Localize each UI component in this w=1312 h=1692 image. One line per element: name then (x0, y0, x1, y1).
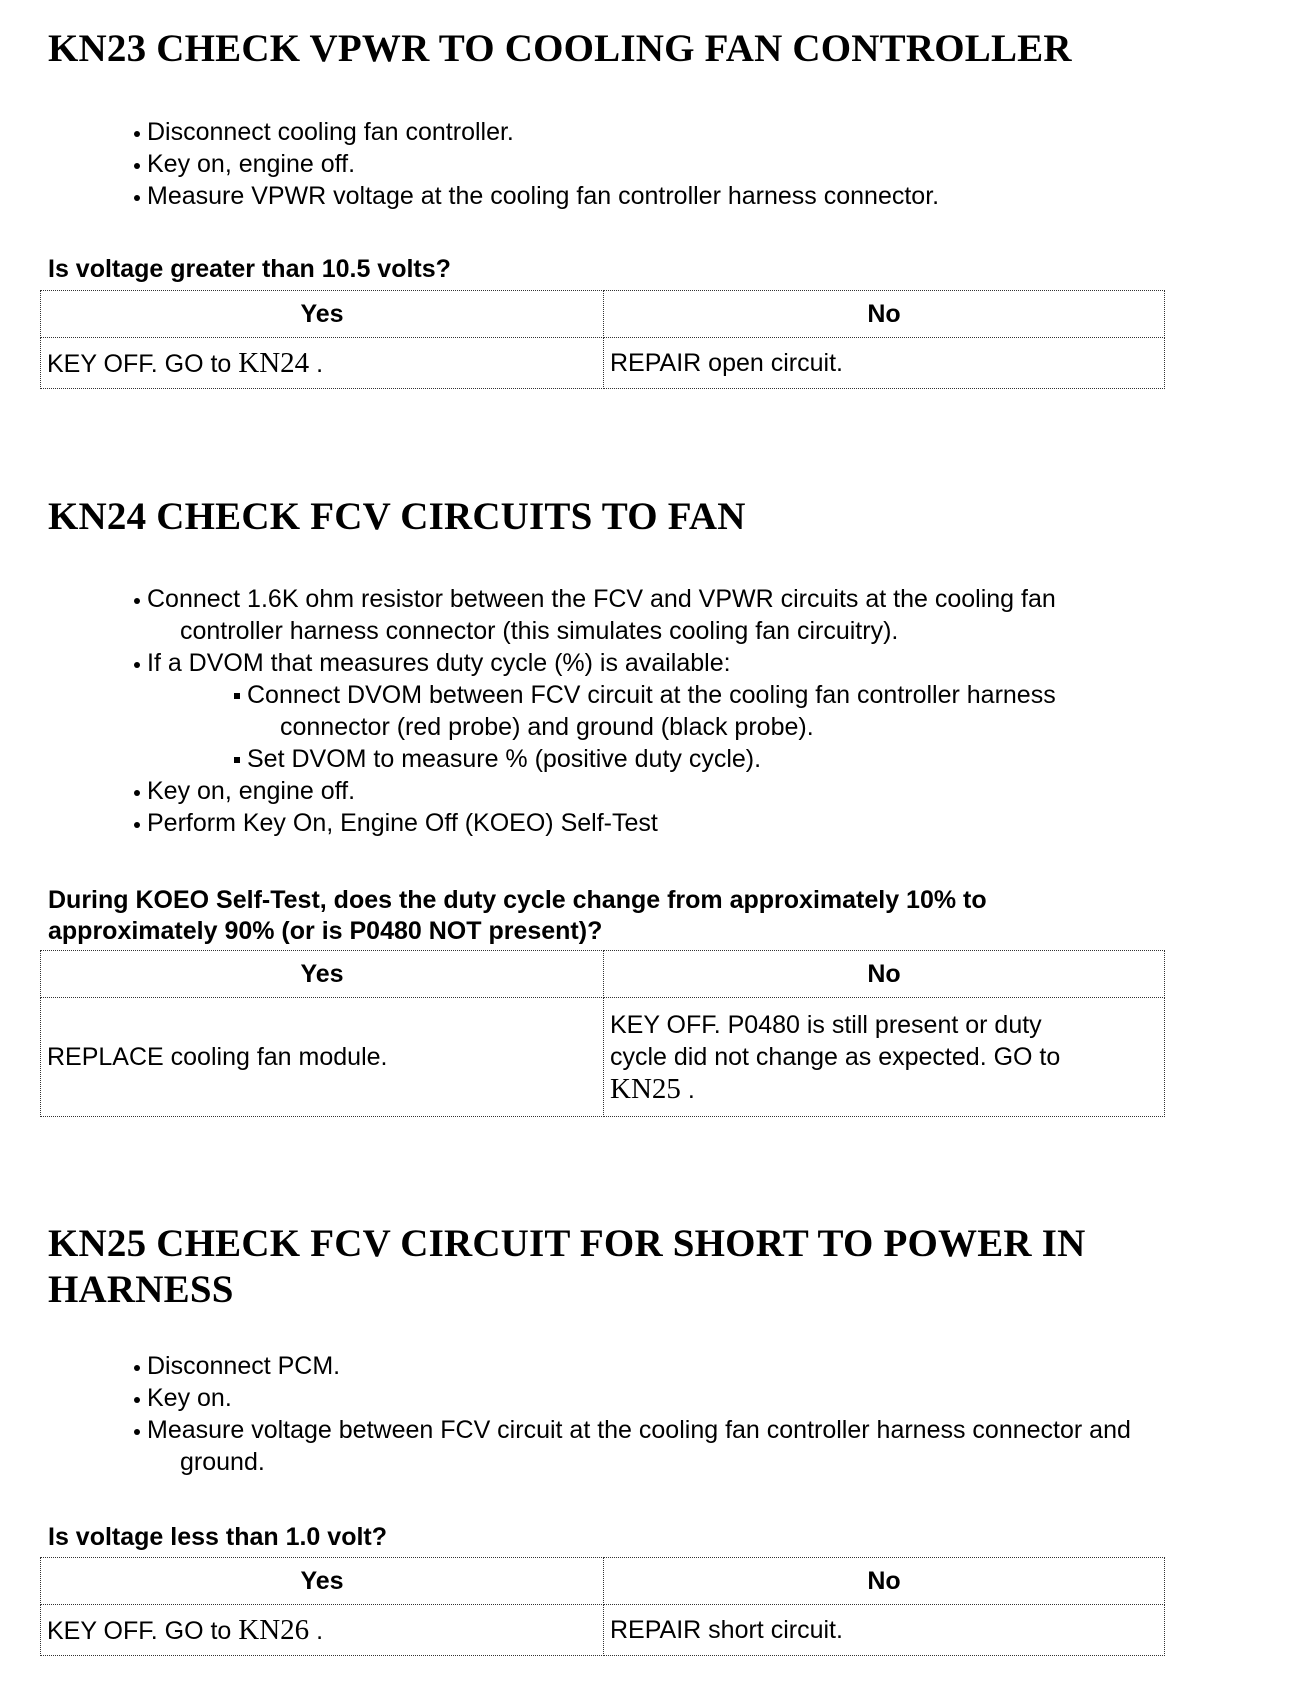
yes-cell (41, 1605, 604, 1656)
step-title: KN24 CHECK FCV CIRCUITS TO FAN (48, 495, 746, 538)
table-header-row (41, 1558, 1165, 1605)
no-cell (604, 998, 1165, 1117)
no-text-line: cycle did not change as expected. GO to (610, 1042, 1061, 1071)
list-item: Key on. (133, 1382, 1273, 1414)
sub-item-continuation: connector (red probe) and ground (black probe). (280, 713, 814, 741)
yes-end: . (316, 349, 324, 378)
sub-item-text: Connect DVOM between FCV circuit at the cooling fan controller harness (247, 681, 1056, 709)
list-item: Perform Key On, Engine Off (KOEO) Self-Test (133, 807, 1273, 839)
list-item (133, 647, 1273, 775)
step-link-kn24[interactable]: KN24 (238, 346, 310, 379)
table-row (41, 998, 1165, 1117)
yes-header: Yes (41, 291, 604, 338)
table-row (41, 338, 1165, 389)
step-link-kn25[interactable]: KN25 (610, 1072, 681, 1105)
question: Is voltage less than 1.0 volt? (48, 1523, 388, 1551)
step-link-kn26[interactable]: KN26 (238, 1613, 310, 1646)
list-item-continuation: ground. (180, 1448, 265, 1476)
list-item (133, 1414, 1273, 1478)
no-header: No (604, 291, 1165, 338)
list-item: Key on, engine off. (133, 148, 1273, 180)
yes-header: Yes (41, 951, 604, 998)
list-item (133, 583, 1273, 647)
list-item-text: If a DVOM that measures duty cycle (%) is available: (147, 649, 731, 677)
yes-header: Yes (41, 1558, 604, 1605)
no-cell: REPAIR short circuit. (604, 1605, 1165, 1656)
no-text-line: KEY OFF. P0480 is still present or duty (610, 1010, 1042, 1039)
list-item: Disconnect PCM. (133, 1350, 1273, 1382)
no-header: No (604, 951, 1165, 998)
table-header-row (41, 951, 1165, 998)
list-item-text: Measure voltage between FCV circuit at the cooling fan controller harness connector and (147, 1416, 1131, 1444)
list-item: Measure VPWR voltage at the cooling fan controller harness connector. (133, 180, 1273, 212)
question: Is voltage greater than 10.5 volts? (48, 255, 451, 283)
question-line: During KOEO Self-Test, does the duty cycle change from approximately 10% to (48, 886, 987, 914)
step-title (48, 1221, 1228, 1313)
question (48, 885, 1188, 947)
yes-cell: REPLACE cooling fan module. (41, 998, 604, 1117)
table-header-row (41, 291, 1165, 338)
yes-text: KEY OFF. GO to (47, 1616, 232, 1645)
instruction-list (133, 116, 1273, 212)
list-item-text: Connect 1.6K ohm resistor between the FCV and VPWR circuits at the cooling fan (147, 585, 1056, 613)
yes-text: KEY OFF. GO to (47, 349, 232, 378)
instruction-list (133, 1350, 1273, 1478)
yes-end: . (316, 1616, 324, 1645)
no-text-line (610, 1073, 1164, 1106)
yes-no-table (40, 290, 1165, 389)
sub-list-item (233, 743, 1273, 775)
instruction-list (133, 583, 1273, 839)
question-line: approximately 90% (or is P0480 NOT present)? (48, 917, 603, 945)
list-item: Key on, engine off. (133, 775, 1273, 807)
no-cell: REPAIR open circuit. (604, 338, 1165, 389)
sub-list (147, 679, 1273, 775)
sub-item-text: Set DVOM to measure % (positive duty cycle). (247, 745, 762, 773)
step-title-line: HARNESS (48, 1268, 234, 1311)
sub-list-item (233, 679, 1273, 743)
yes-no-table (40, 1557, 1165, 1656)
no-end: . (687, 1075, 695, 1104)
step-title-line: KN25 CHECK FCV CIRCUIT FOR SHORT TO POWER IN (48, 1222, 1086, 1265)
yes-no-table (40, 950, 1165, 1117)
table-row (41, 1605, 1165, 1656)
no-header: No (604, 1558, 1165, 1605)
list-item-continuation: controller harness connector (this simulates cooling fan circuitry). (180, 617, 899, 645)
list-item: Disconnect cooling fan controller. (133, 116, 1273, 148)
yes-cell (41, 338, 604, 389)
step-title: KN23 CHECK VPWR TO COOLING FAN CONTROLLER (48, 27, 1072, 70)
